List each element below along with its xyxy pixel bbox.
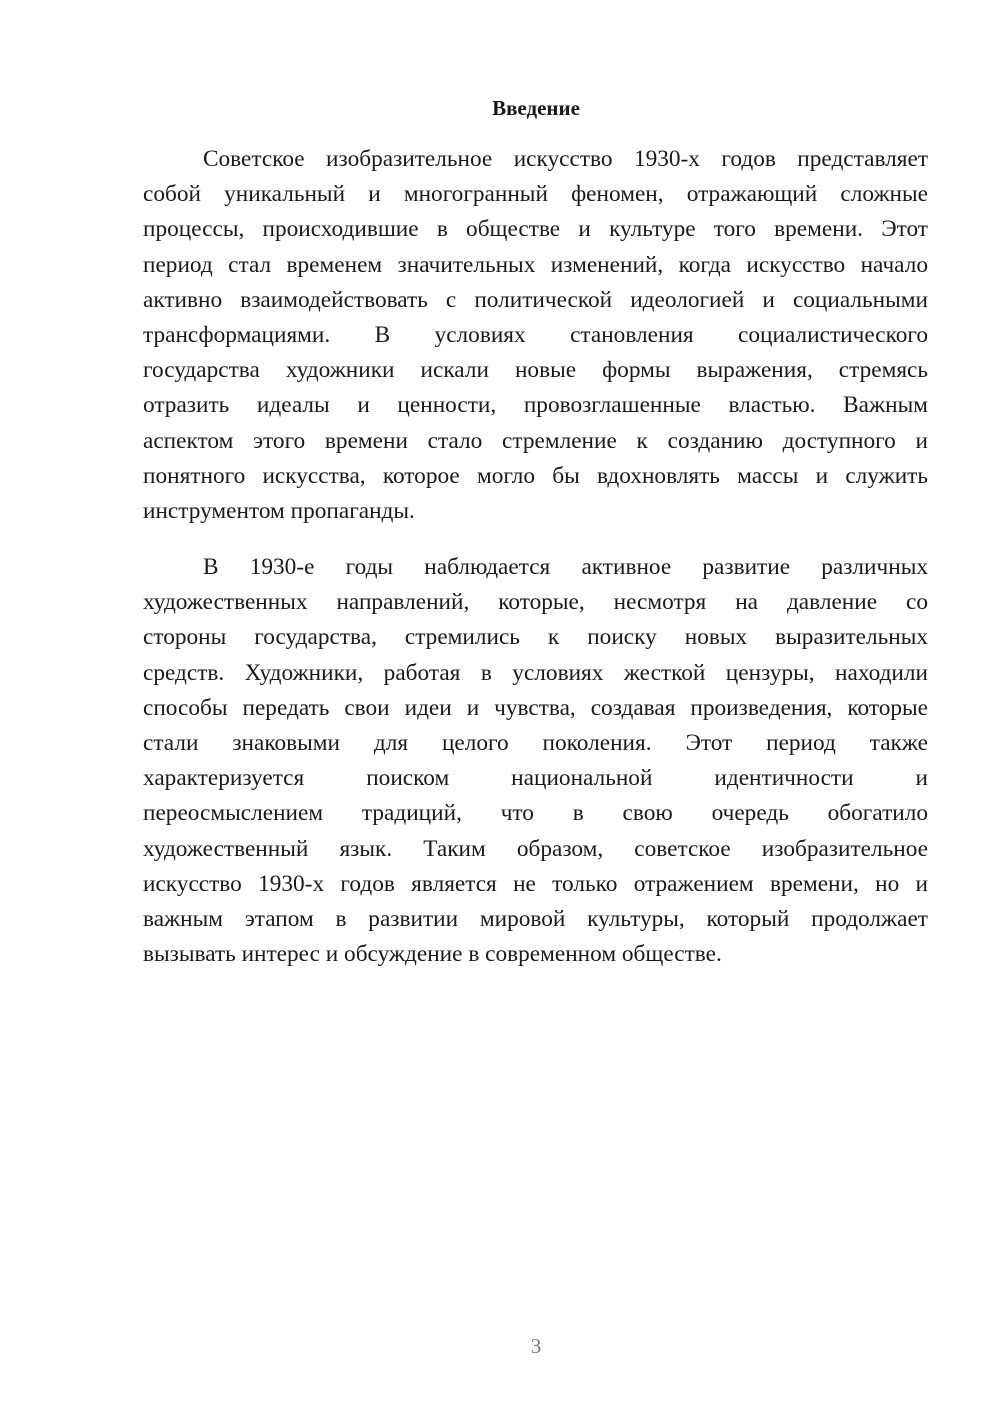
text-line: способы передать свои идеи и чувства, создавая произведения, которые: [143, 694, 928, 721]
text-line: художественных направлений, которые, несмотря на давление со: [143, 589, 928, 616]
text-line: процессы, происходившие в обществе и культуре того времени. Этот: [143, 216, 928, 243]
text-line: активно взаимодействовать с политической идеологией и социальными: [143, 286, 928, 313]
text-line: стали знаковыми для целого поколения. Этот период также: [143, 729, 928, 756]
text-line: период стал временем значительных изменений, когда искусство начало: [143, 251, 928, 278]
text-line: средств. Художники, работая в условиях жесткой цензуры, находили: [143, 659, 928, 686]
text-line: важным этапом в развитии мировой культуры, который продолжает: [143, 905, 928, 932]
text-line: инструментом пропаганды.: [143, 497, 415, 524]
text-line: государства художники искали новые формы выражения, стремясь: [143, 357, 928, 384]
text-line: стороны государства, стремились к поиску новых выразительных: [143, 624, 928, 651]
paragraph-2: [143, 550, 928, 972]
text-line: В 1930-е годы наблюдается активное развитие различных: [203, 554, 928, 580]
section-title: Введение: [492, 96, 580, 120]
text-line: характеризуется поиском национальной идентичности и: [143, 765, 928, 792]
paragraph-1: [143, 142, 928, 529]
text-line: переосмыслением традиций, что в свою очередь обогатило: [143, 800, 928, 827]
text-line: Советское изобразительное искусство 1930-х годов представляет: [203, 146, 928, 172]
text-line: отразить идеалы и ценности, провозглашенные властью. Важным: [143, 392, 928, 419]
text-line: художественный язык. Таким образом, советское изобразительное: [143, 835, 928, 862]
text-line: понятного искусства, которое могло бы вдохновлять массы и служить: [143, 462, 928, 489]
text-line: вызывать интерес и обсуждение в современном обществе.: [143, 941, 722, 968]
text-line: искусство 1930-х годов является не только отражением времени, но и: [143, 870, 928, 897]
text-line: трансформациями. В условиях становления социалистического: [143, 321, 928, 348]
text-line: собой уникальный и многогранный феномен, отражающий сложные: [143, 181, 928, 208]
text-line: аспектом этого времени стало стремление к созданию доступного и: [143, 427, 928, 454]
page-number: 3: [530, 1334, 542, 1358]
